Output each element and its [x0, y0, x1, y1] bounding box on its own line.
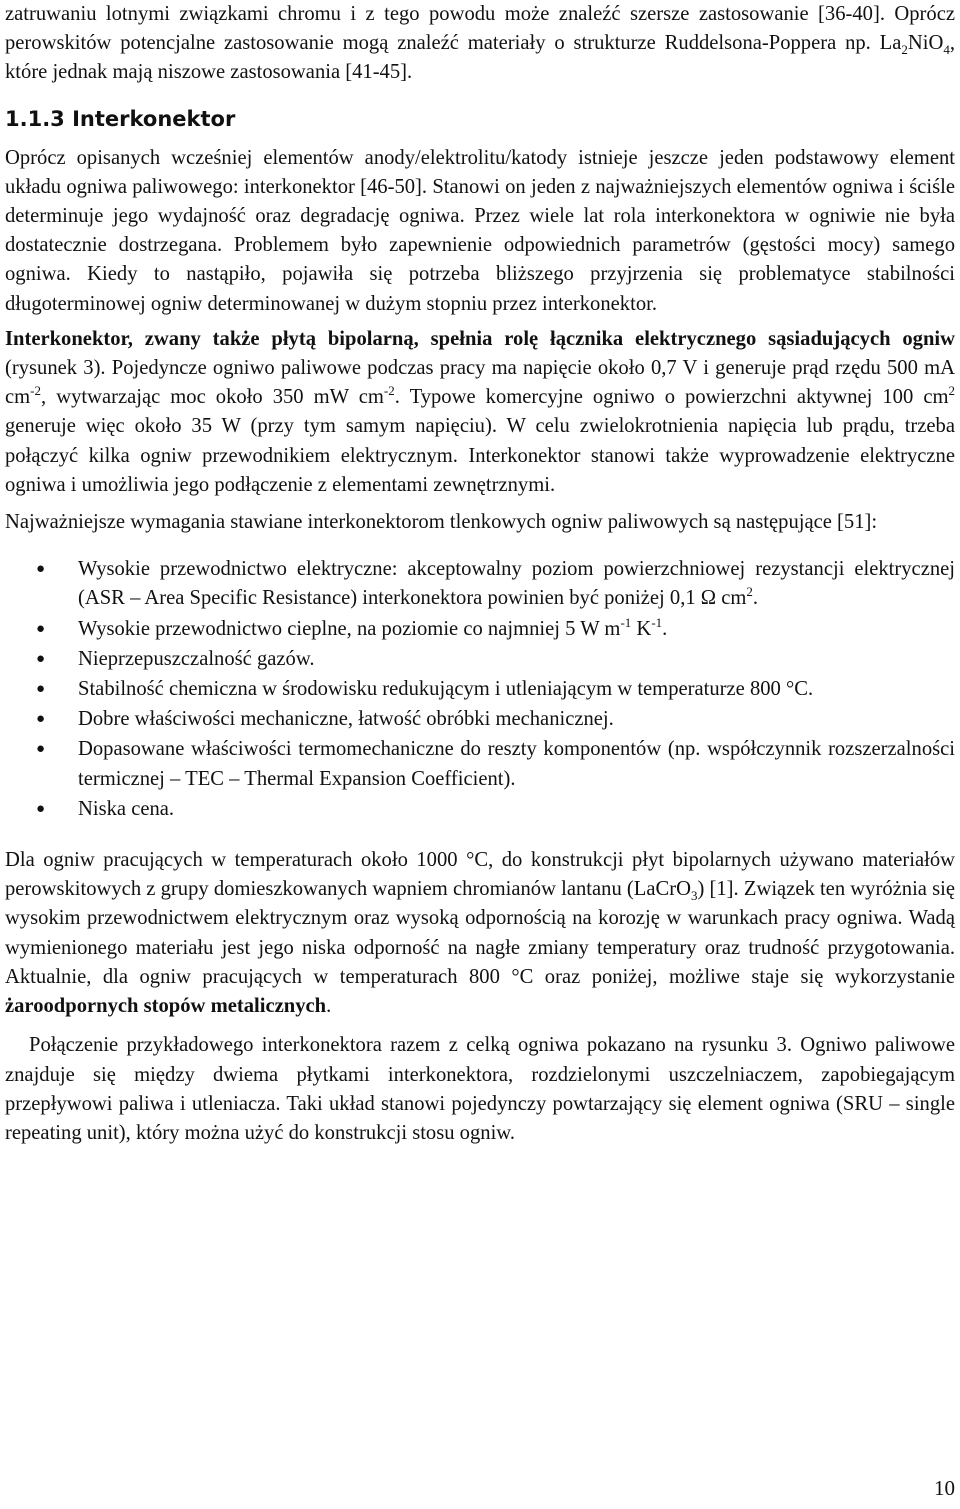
- bullet-icon: ●: [36, 620, 46, 637]
- paragraph-materials: Dla ogniw pracujących w temperaturach około 1000 °C, do konstrukcji płyt bipolarnych używano materiałów perowskitowych z grupy domieszkowanych wapniem chromianów lantanu (LaCrO$_3$) [1]. Związek ten wyróżnia się wysokim przewodnictwem elektrycznym oraz wysoką odpornością na korozję w warunkach pracy ogniwa. Wadą wymienionego materiału jest jego niska odporność na nagłe zmiany temperatury oraz trudność przygotowania. Aktualnie, dla ogniw pracujących w temperaturach 800 °C oraz poniżej, możliwe staje się wykorzystanie żaroodpornych stopów metalicznych.: [5, 849, 955, 1018]
- list-item: ● Wysokie przewodnictwo elektryczne: akceptowalny poziom powierzchniowej rezystancji elektrycznej (ASR – Area Specific Resistance) interkonektora powinien być poniżej 0,1 Ω $cm^2$.: [5, 555, 955, 613]
- list-item: ● Dobre właściwości mechaniczne, łatwość obróbki mechanicznej.: [5, 705, 955, 734]
- paragraph-interconnector-role: Oprócz opisanych wcześniej elementów anody/elektrolitu/katody istnieje jeszcze jeden podstawowy element układu ogniwa paliwowego: interkonektor [46-50]. Stanowi on jeden z najważniejszych elementów ogniwa i ściśle determinuje jego wydajność oraz degradację ogniwa. Przez wiele lat rola interkonektora w ogniwie nie była dostatecznie dostrzegana. Problemem było zapewnienie odpowiednich parametrów (gęstości mocy) samego ogniwa. Kiedy to nastąpiło, pojawiła się potrzeba bliższego przyjrzenia się problematyce stabilności długoterminowej ogniw determinowanej w dużym stopniu przez interkonektor.: [5, 146, 955, 315]
- intro-paragraph: zatruwaniu lotnymi związkami chromu i z tego powodu może znaleźć szersze zastosowanie [36-40]. Oprócz perowskitów potencjalne zastosowanie mogą znaleźć materiały o strukturze Ruddelsona-Poppera np. $La_2NiO_4$, które jednak mają niszowe zastosowania [41-45].: [5, 3, 955, 84]
- bullet-icon: ●: [36, 561, 46, 578]
- paragraph-bipolar-plate: Interkonektor, zwany także płytą bipolarną, spełnia rolę łącznika elektrycznego sąsiadujących ogniw (rysunek 3). Pojedyncze ogniwo paliwowe podczas pracy ma napięcie około 0,7 V i generuje prąd rzędu 500 mA $cm^{-2}$, wytwarzając moc około 350 mW $cm^{-2}$. Typowe komercyjne ogniwo o powierzchni aktywnej 100 $cm^2$ generuje więc około 35 W (przy tym samym napięciu). W celu zwielokrotnienia napięcia lub prądu, trzeba połączyć kilka ogniw przewodnikiem elektrycznym. Interkonektor stanowi także wyprowadzenie elektryczne ogniwa i umożliwia jego podłączenie z elementami zewnętrznymi.: [5, 327, 955, 496]
- section-heading: 1.1.3 Interkonektor: [5, 106, 236, 131]
- bullet-icon: ●: [36, 681, 46, 698]
- list-item: ● Niska cena.: [5, 795, 955, 824]
- document-page: [5, 0, 955, 1148]
- list-item: ● Dopasowane właściwości termomechaniczne do reszty komponentów (np. współczynnik rozszerzalności termicznej – TEC – Thermal Expansion Coefficient).: [5, 735, 955, 793]
- list-item: ● Wysokie przewodnictwo cieplne, na poziomie co najmniej 5 W $m^{-1}$ $K^{-1}$.: [5, 615, 955, 644]
- bullet-icon: ●: [36, 711, 46, 728]
- bullet-icon: ●: [36, 650, 46, 667]
- page-number: 10: [934, 1476, 955, 1500]
- bullet-icon: ●: [36, 741, 46, 758]
- paragraph-sru: Połączenie przykładowego interkonektora razem z celką ogniwa pokazano na rysunku 3. Ogniwo paliwowe znajduje się między dwiema płytkami interkonektora, rozdzielonymi uszczelniaczem, zapobiegającym przepływowi paliwa i utleniacza. Taki układ stanowi pojedynczy powtarzający się element ogniwa (SRU – single repeating unit), który można użyć do konstrukcji stosu ogniw.: [5, 1034, 955, 1144]
- paragraph-requirements-intro: Najważniejsze wymagania stawiane interkonektorom tlenkowych ogniw paliwowych są następujące [51]:: [5, 511, 878, 534]
- bullet-icon: ●: [36, 800, 46, 817]
- list-item: ● Nieprzepuszczalność gazów.: [5, 645, 955, 674]
- list-item: ● Stabilność chemiczna w środowisku redukującym i utleniającym w temperaturze 800 °C.: [5, 675, 955, 704]
- requirements-list: [5, 555, 955, 824]
